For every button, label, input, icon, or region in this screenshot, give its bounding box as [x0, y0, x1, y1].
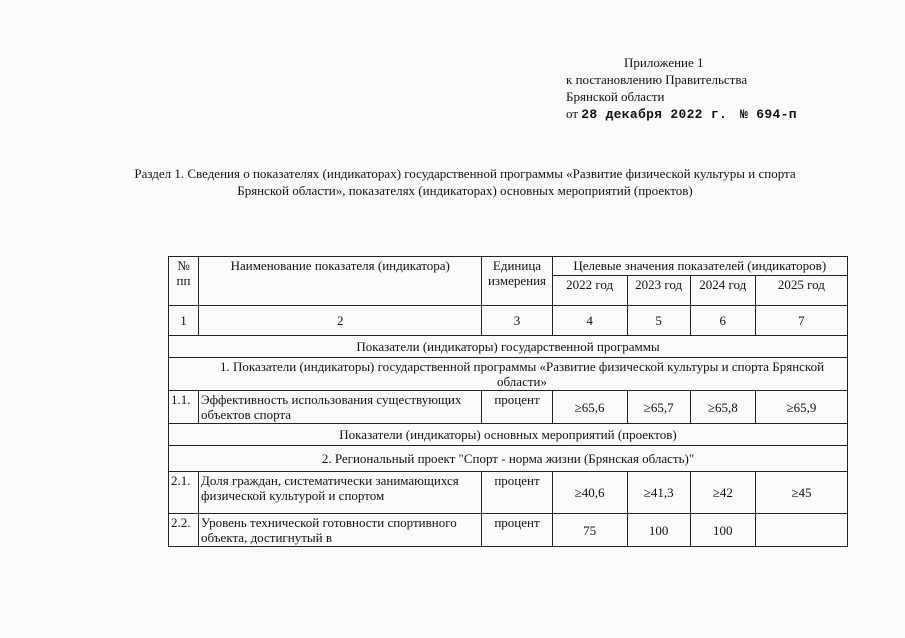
section-row [169, 424, 848, 446]
appendix-line3: Брянской области [566, 89, 665, 104]
subsection-row [169, 446, 848, 472]
row-name: Эффективность использования существующих объектов спорта [199, 391, 482, 424]
row-value: ≥65,7 [627, 391, 690, 424]
header-name: Наименование показателя (индикатора) [199, 257, 482, 306]
decree-date: 28 декабря 2022 г. [581, 107, 728, 122]
appendix-title: Приложение 1 [624, 55, 704, 70]
indicators-table [168, 256, 848, 547]
row-unit: процент [482, 514, 552, 547]
row-value [755, 514, 847, 547]
section-row [169, 336, 848, 358]
appendix-date-line [566, 105, 797, 123]
from-label: от [566, 106, 579, 121]
row-value: ≥45 [755, 472, 847, 514]
row-num: 1.1. [169, 391, 199, 424]
header-unit: Единица измерения [482, 257, 552, 306]
section-state-program: Показатели (индикаторы) государственной программы [169, 336, 848, 358]
subsection-2: 2. Региональный проект "Спорт - норма жизни (Брянская область)" [169, 446, 848, 472]
row-value: 100 [690, 514, 755, 547]
section-title [60, 165, 870, 199]
row-name: Уровень технической готовности спортивного объекта, достигнутый в [199, 514, 482, 547]
row-unit: процент [482, 472, 552, 514]
header-row-1 [169, 257, 848, 276]
appendix-header [566, 54, 797, 123]
section-title-line1: Раздел 1. Сведения о показателях (индикаторах) государственной программы «Развитие физической культуры и спорта [134, 166, 796, 181]
table-row [169, 391, 848, 424]
row-unit: процент [482, 391, 552, 424]
col-number: 6 [690, 306, 755, 336]
column-number-row [169, 306, 848, 336]
subsection-1: 1. Показатели (индикаторы) государственной программы «Развитие физической культуры и спорта Брянской области» [169, 358, 848, 391]
subsection-row [169, 358, 848, 391]
col-number: 3 [482, 306, 552, 336]
row-value: ≥40,6 [552, 472, 627, 514]
row-value: 100 [627, 514, 690, 547]
row-num: 2.2. [169, 514, 199, 547]
row-value: 75 [552, 514, 627, 547]
col-number: 1 [169, 306, 199, 336]
header-year: 2022 год [552, 276, 627, 306]
col-number: 4 [552, 306, 627, 336]
row-value: ≥41,3 [627, 472, 690, 514]
header-num: № пп [169, 257, 199, 306]
section-main-activities: Показатели (индикаторы) основных мероприятий (проектов) [169, 424, 848, 446]
row-value: ≥42 [690, 472, 755, 514]
col-number: 5 [627, 306, 690, 336]
col-number: 2 [199, 306, 482, 336]
row-value: ≥65,9 [755, 391, 847, 424]
header-year: 2023 год [627, 276, 690, 306]
appendix-line2: к постановлению Правительства [566, 72, 748, 87]
col-number: 7 [755, 306, 847, 336]
table-row [169, 472, 848, 514]
row-value: ≥65,6 [552, 391, 627, 424]
table-row [169, 514, 848, 547]
header-targets: Целевые значения показателей (индикаторов) [552, 257, 847, 276]
header-year: 2025 год [755, 276, 847, 306]
header-year: 2024 год [690, 276, 755, 306]
section-title-line2: Брянской области», показателях (индикаторах) основных мероприятий (проектов) [237, 183, 693, 198]
row-value: ≥65,8 [690, 391, 755, 424]
row-num: 2.1. [169, 472, 199, 514]
row-name: Доля граждан, систематически занимающихся физической культурой и спортом [199, 472, 482, 514]
decree-number: № 694-п [740, 107, 797, 122]
